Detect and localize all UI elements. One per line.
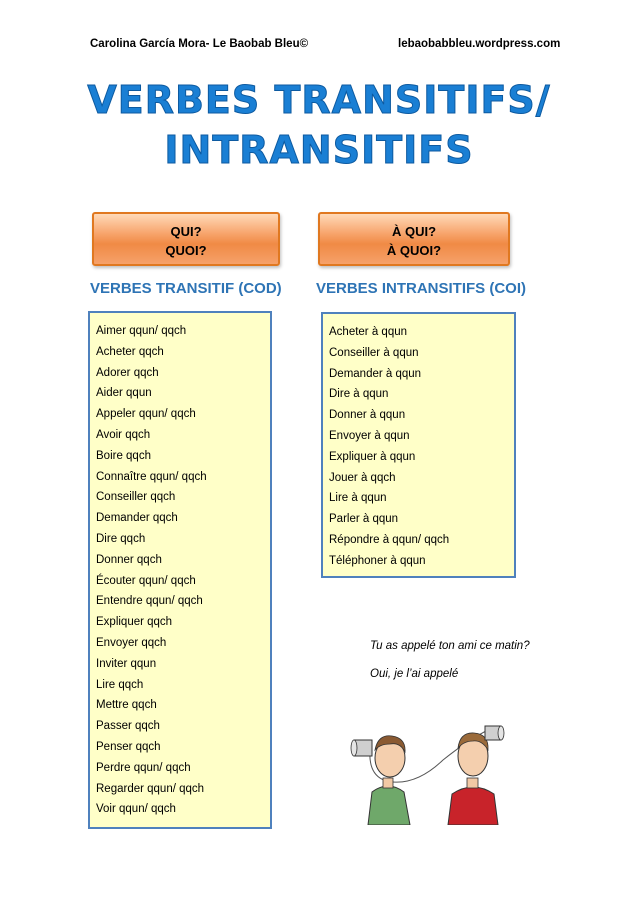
list-item: Entendre qqun/ qqch — [96, 595, 203, 608]
question-box-right-line2: À QUOI? — [386, 243, 442, 258]
list-item: Avoir qqch — [96, 428, 151, 441]
list-item: Passer qqch — [96, 720, 160, 733]
list-item: Regarder qqun/ qqch — [96, 782, 205, 795]
list-item: Dire à qqun — [329, 388, 389, 401]
list-item: Aider qqun — [96, 387, 152, 400]
list-item: Acheter à qqun — [329, 326, 408, 338]
right-man-sweater — [448, 787, 498, 825]
list-item: Mettre qqch — [96, 699, 157, 712]
list-item: Expliquer qqch — [96, 616, 173, 629]
left-man-shirt — [368, 786, 410, 825]
list-item: Envoyer qqch — [96, 636, 167, 649]
page-title-line2: INTRANSITIFS — [164, 128, 474, 172]
header-website: lebaobabbleu.wordpress.com — [398, 38, 561, 50]
list-item: Demander à qqun — [329, 367, 422, 380]
question-box-right-line1: À QUI? — [391, 224, 437, 239]
dialog-question: Tu as appelé ton ami ce matin? — [370, 640, 530, 652]
list-item: Conseiller qqch — [96, 491, 176, 504]
header-author: Carolina García Mora- Le Baobab Bleu© — [90, 38, 309, 50]
list-item: Répondre à qqun/ qqch — [329, 533, 450, 546]
list-item: Donner qqch — [96, 553, 162, 566]
list-item: Expliquer à qqun — [329, 450, 416, 463]
question-box-left-line1: QUI? — [170, 224, 202, 239]
list-item: Conseiller à qqun — [329, 346, 419, 359]
dialog-answer: Oui, je l’ai appelé — [370, 668, 459, 680]
left-man-neck — [383, 778, 393, 788]
list-item: Connaître qqun/ qqch — [96, 470, 207, 483]
list-item: Téléphoner à qqun — [329, 554, 426, 567]
list-item: Dire qqch — [96, 532, 146, 545]
transitive-verb-list — [88, 311, 272, 829]
list-item: Envoyer à qqun — [329, 429, 410, 442]
list-item: Acheter qqch — [96, 345, 164, 358]
heading-intransitive: VERBES INTRANSITIFS (COI) — [316, 280, 527, 297]
list-item: Lire qqch — [96, 678, 144, 691]
question-box-left-line2: QUOI? — [165, 243, 207, 258]
list-item: Donner à qqun — [329, 409, 406, 422]
list-item: Demander qqch — [96, 512, 178, 525]
right-man-neck — [467, 778, 478, 788]
question-box-qui-quoi — [92, 212, 280, 266]
list-item: Aimer qqun/ qqch — [96, 325, 187, 337]
intransitive-verb-list — [321, 312, 516, 578]
list-item: Parler à qqun — [329, 513, 399, 526]
question-box-a-qui-a-quoi — [318, 212, 510, 266]
page-title-line1: VERBES TRANSITIFS/ — [87, 78, 551, 122]
list-item: Inviter qqun — [96, 657, 157, 670]
tin-can-phone-illustration — [348, 700, 528, 825]
list-item: Voir qqun/ qqch — [96, 803, 176, 816]
list-item: Perdre qqun/ qqch — [96, 761, 191, 774]
list-item: Adorer qqch — [96, 366, 159, 379]
list-item: Écouter qqun/ qqch — [96, 574, 196, 587]
list-item: Boire qqch — [96, 449, 151, 462]
list-item: Lire à qqun — [329, 492, 387, 505]
list-item: Appeler qqun/ qqch — [96, 408, 196, 421]
list-item: Penser qqch — [96, 740, 161, 753]
list-item: Jouer à qqch — [329, 471, 396, 484]
heading-transitive: VERBES TRANSITIF (COD) — [90, 280, 282, 297]
